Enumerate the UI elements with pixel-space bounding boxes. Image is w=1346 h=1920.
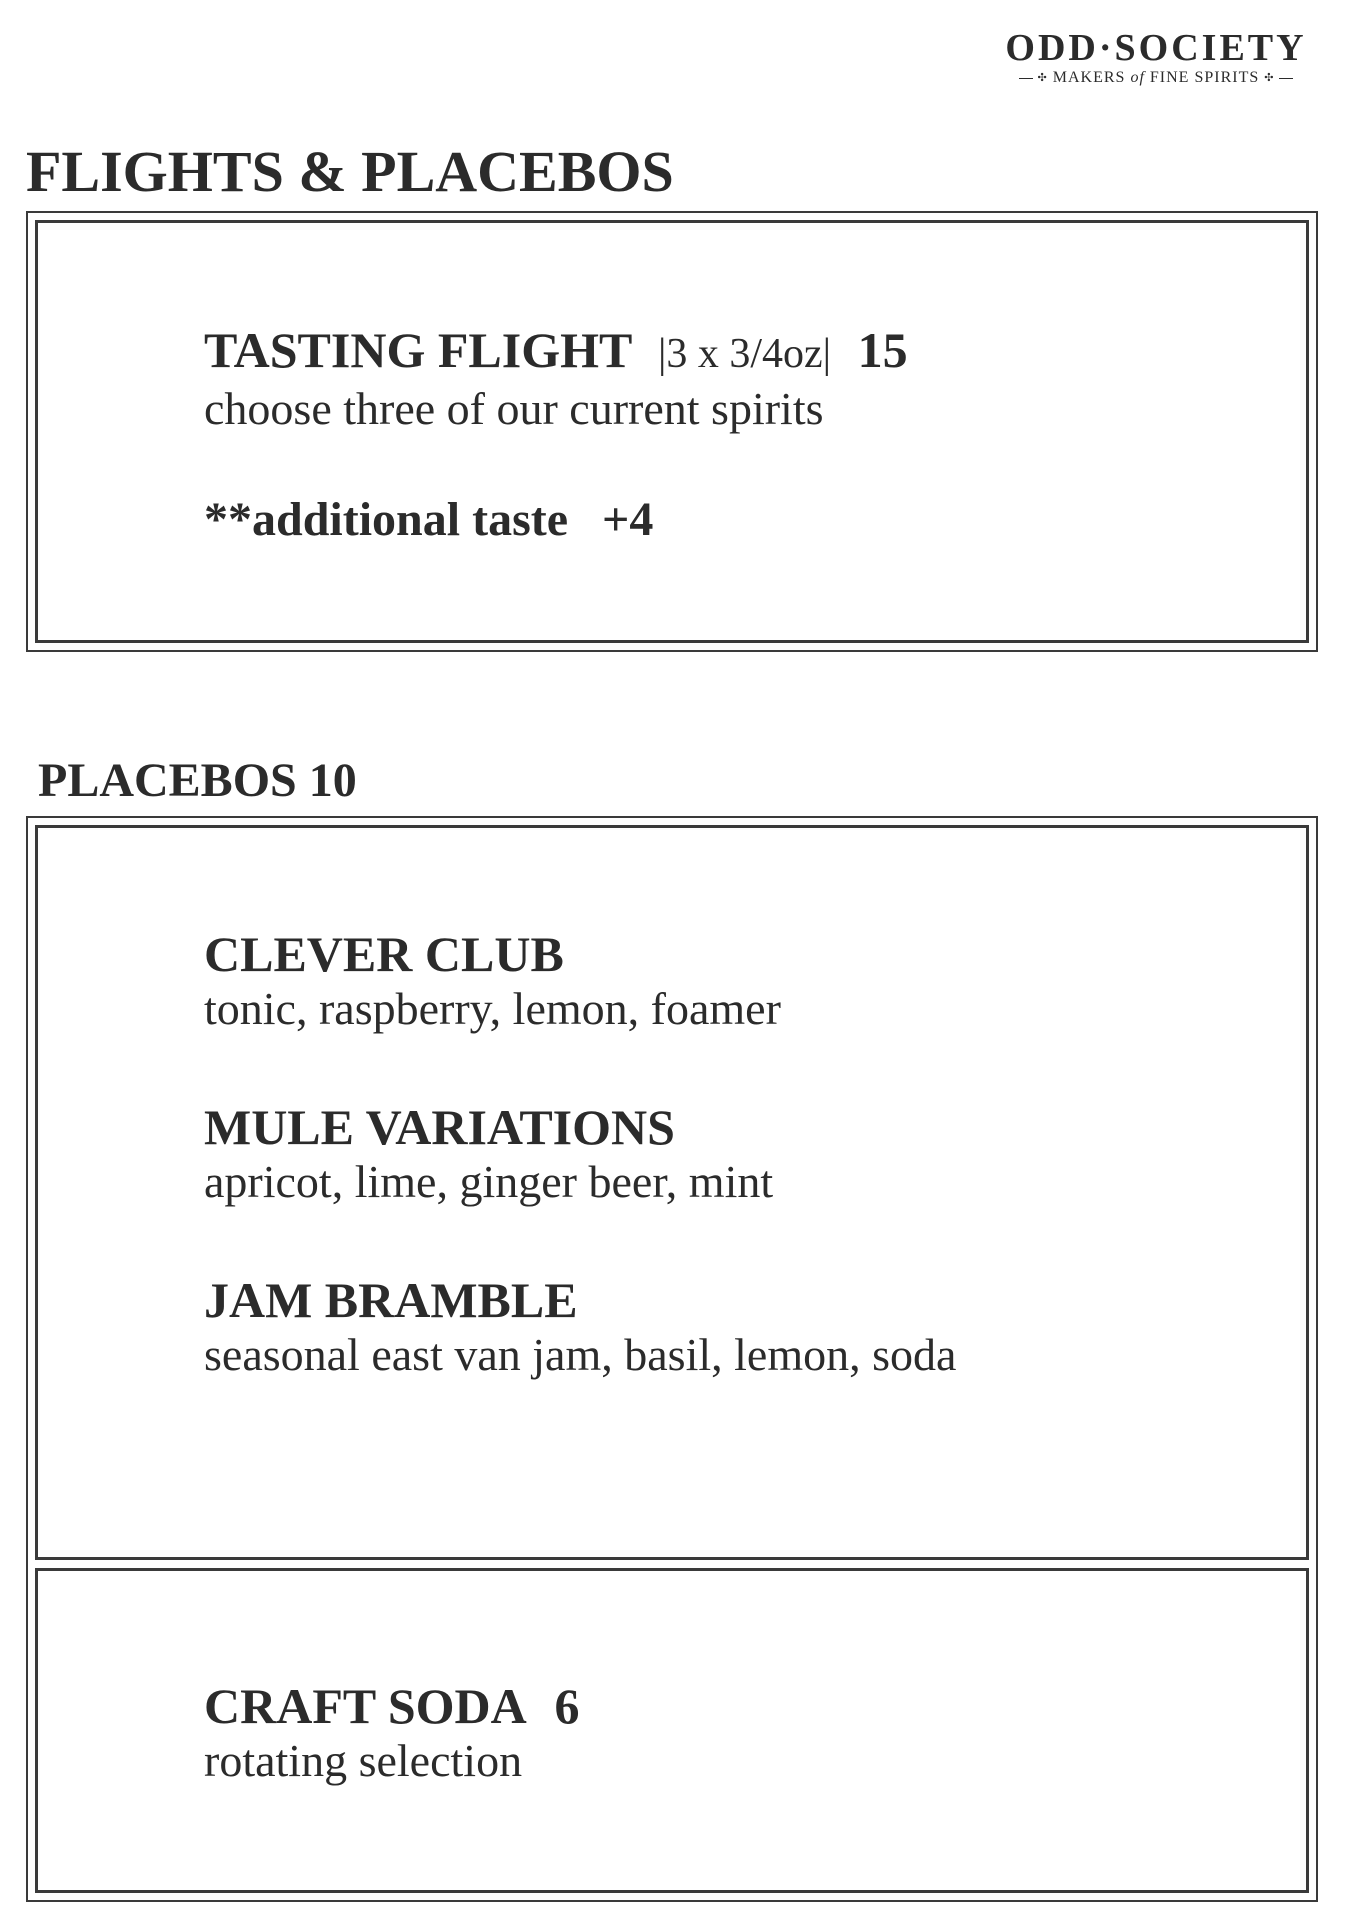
ornament-left-icon: ✣ (1037, 72, 1048, 84)
placebo-item (204, 1099, 773, 1209)
placebo-description: apricot, lime, ginger beer, mint (204, 1156, 774, 1207)
page-title: FLIGHTS & PLACEBOS (26, 139, 674, 204)
placebo-description: seasonal east van jam, basil, lemon, soda (204, 1329, 957, 1380)
flight-item (204, 322, 908, 436)
placebo-name: MULE VARIATIONS (204, 1099, 675, 1155)
flight-description: choose three of our current spirits (204, 383, 824, 434)
placebo-item (204, 1272, 956, 1382)
soda-name: CRAFT SODA (204, 1678, 524, 1734)
brand-tagline (1000, 68, 1312, 88)
ornament-rule-left (1019, 78, 1033, 79)
placebo-name: JAM BRAMBLE (204, 1272, 578, 1328)
flight-size: |3 x 3/4oz| (657, 331, 832, 377)
ornament-rule-right (1279, 78, 1293, 79)
soda-price: 6 (554, 1678, 580, 1734)
placebos-heading: PLACEBOS 10 (38, 754, 357, 807)
brand-name: ODD·SOCIETY (1005, 27, 1307, 69)
tagline-of: of (1130, 69, 1145, 86)
placebo-name: CLEVER CLUB (204, 926, 564, 982)
soda-title-line (204, 1678, 579, 1734)
additional-taste-price: +4 (602, 493, 654, 546)
soda-description: rotating selection (204, 1735, 523, 1786)
additional-taste-label: **additional taste (204, 493, 569, 546)
tagline-before: MAKERS (1052, 69, 1126, 86)
additional-taste (204, 492, 653, 548)
flight-price: 15 (857, 322, 908, 378)
placebo-description: tonic, raspberry, lemon, foamer (204, 983, 781, 1034)
brand-logo (1000, 28, 1312, 88)
flight-name: TASTING FLIGHT (204, 322, 632, 378)
soda-item (204, 1678, 579, 1788)
flight-title-line (204, 322, 908, 382)
ornament-right-icon: ✣ (1264, 72, 1275, 84)
tagline-after: FINE SPIRITS (1149, 69, 1260, 86)
placebo-item (204, 926, 781, 1036)
